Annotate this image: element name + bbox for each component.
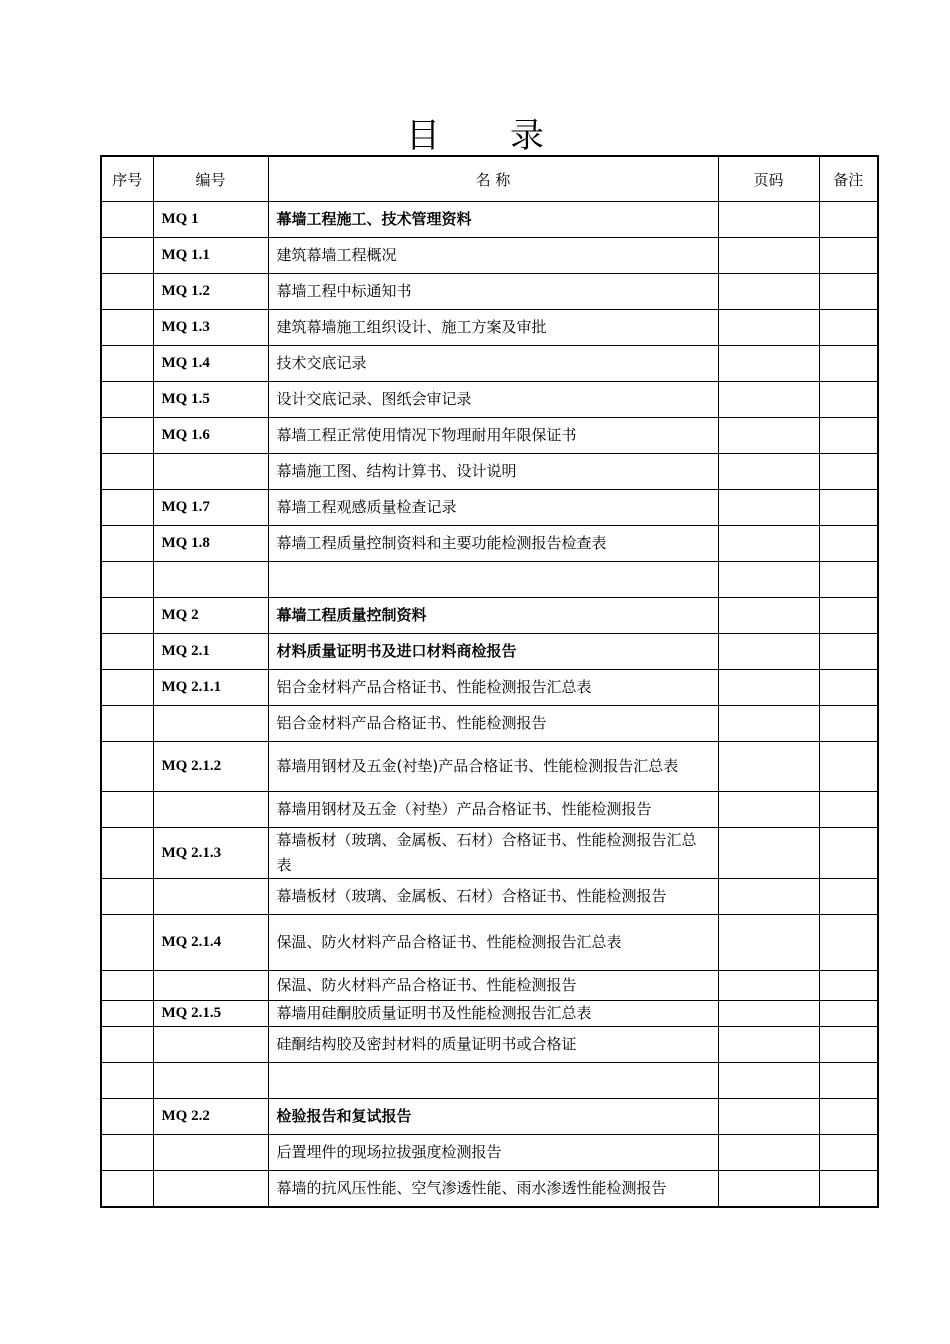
seq-cell: [101, 346, 153, 382]
seq-cell: [101, 879, 153, 915]
name-cell: 幕墙的抗风压性能、空气渗透性能、雨水渗透性能检测报告: [268, 1171, 718, 1208]
table-row: [101, 706, 878, 742]
table-row: [101, 202, 878, 238]
seq-cell: [101, 526, 153, 562]
name-cell: 技术交底记录: [268, 346, 718, 382]
code-cell: MQ 1.1: [153, 238, 268, 274]
seq-cell: [101, 971, 153, 1001]
note-cell: [819, 274, 878, 310]
page-cell: [718, 1099, 819, 1135]
seq-cell: [101, 742, 153, 792]
note-cell: [819, 1063, 878, 1099]
name-cell: [268, 562, 718, 598]
code-cell: [153, 879, 268, 915]
page-cell: [718, 1027, 819, 1063]
code-cell: MQ 2.1: [153, 634, 268, 670]
seq-cell: [101, 1135, 153, 1171]
page-cell: [718, 418, 819, 454]
table-row: [101, 490, 878, 526]
header-page: 页码: [718, 156, 819, 202]
page-cell: [718, 526, 819, 562]
name-cell: 材料质量证明书及进口材料商检报告: [268, 634, 718, 670]
name-cell: 硅酮结构胶及密封材料的质量证明书或合格证: [268, 1027, 718, 1063]
page-cell: [718, 1171, 819, 1208]
seq-cell: [101, 562, 153, 598]
page-cell: [718, 274, 819, 310]
note-cell: [819, 706, 878, 742]
seq-cell: [101, 670, 153, 706]
note-cell: [819, 634, 878, 670]
name-cell: 建筑幕墙工程概况: [268, 238, 718, 274]
seq-cell: [101, 238, 153, 274]
table-row: [101, 418, 878, 454]
name-cell: [268, 1063, 718, 1099]
page-cell: [718, 598, 819, 634]
note-cell: [819, 1027, 878, 1063]
name-cell: 幕墙板材（玻璃、金属板、石材）合格证书、性能检测报告汇总表: [268, 828, 718, 879]
note-cell: [819, 915, 878, 971]
seq-cell: [101, 706, 153, 742]
seq-cell: [101, 310, 153, 346]
code-cell: MQ 1: [153, 202, 268, 238]
note-cell: [819, 792, 878, 828]
name-cell: 设计交底记录、图纸会审记录: [268, 382, 718, 418]
code-cell: MQ 1.4: [153, 346, 268, 382]
name-cell: 幕墙工程质量控制资料和主要功能检测报告检查表: [268, 526, 718, 562]
note-cell: [819, 879, 878, 915]
page-cell: [718, 915, 819, 971]
code-cell: [153, 454, 268, 490]
note-cell: [819, 971, 878, 1001]
table-row: [101, 1171, 878, 1208]
code-cell: MQ 2.1.3: [153, 828, 268, 879]
table-row: [101, 1063, 878, 1099]
note-cell: [819, 562, 878, 598]
table-row: [101, 670, 878, 706]
table-row: [101, 634, 878, 670]
name-cell: 幕墙板材（玻璃、金属板、石材）合格证书、性能检测报告: [268, 879, 718, 915]
code-cell: MQ 2.1.5: [153, 1001, 268, 1027]
seq-cell: [101, 490, 153, 526]
name-cell: 后置埋件的现场拉拔强度检测报告: [268, 1135, 718, 1171]
page-cell: [718, 562, 819, 598]
table-row: [101, 915, 878, 971]
code-cell: MQ 1.5: [153, 382, 268, 418]
name-cell: 幕墙施工图、结构计算书、设计说明: [268, 454, 718, 490]
page-cell: [718, 792, 819, 828]
seq-cell: [101, 274, 153, 310]
page-cell: [718, 1135, 819, 1171]
seq-cell: [101, 454, 153, 490]
table-row: [101, 879, 878, 915]
page-cell: [718, 382, 819, 418]
table-row: [101, 971, 878, 1001]
note-cell: [819, 202, 878, 238]
table-row: [101, 562, 878, 598]
seq-cell: [101, 382, 153, 418]
seq-cell: [101, 634, 153, 670]
note-cell: [819, 346, 878, 382]
header-seq: 序号: [101, 156, 153, 202]
toc-body: [101, 202, 878, 1208]
table-row: [101, 310, 878, 346]
seq-cell: [101, 792, 153, 828]
seq-cell: [101, 1171, 153, 1208]
name-cell: 保温、防火材料产品合格证书、性能检测报告: [268, 971, 718, 1001]
table-row: [101, 1001, 878, 1027]
note-cell: [819, 670, 878, 706]
page-cell: [718, 706, 819, 742]
code-cell: MQ 2.2: [153, 1099, 268, 1135]
table-row: [101, 382, 878, 418]
seq-cell: [101, 598, 153, 634]
page-cell: [718, 310, 819, 346]
note-cell: [819, 1099, 878, 1135]
code-cell: MQ 1.2: [153, 274, 268, 310]
code-cell: [153, 1135, 268, 1171]
note-cell: [819, 238, 878, 274]
page-cell: [718, 490, 819, 526]
table-row: [101, 238, 878, 274]
note-cell: [819, 490, 878, 526]
table-row: [101, 1135, 878, 1171]
code-cell: [153, 1063, 268, 1099]
seq-cell: [101, 915, 153, 971]
code-cell: [153, 706, 268, 742]
code-cell: MQ 1.6: [153, 418, 268, 454]
page-cell: [718, 1063, 819, 1099]
page-cell: [718, 346, 819, 382]
code-cell: [153, 792, 268, 828]
note-cell: [819, 598, 878, 634]
page-cell: [718, 828, 819, 879]
code-cell: MQ 1.8: [153, 526, 268, 562]
note-cell: [819, 742, 878, 792]
page-cell: [718, 742, 819, 792]
seq-cell: [101, 1099, 153, 1135]
page-cell: [718, 202, 819, 238]
note-cell: [819, 382, 878, 418]
name-cell: 检验报告和复试报告: [268, 1099, 718, 1135]
code-cell: MQ 1.3: [153, 310, 268, 346]
header-code: 编号: [153, 156, 268, 202]
table-row: [101, 454, 878, 490]
note-cell: [819, 418, 878, 454]
name-cell: 幕墙工程观感质量检查记录: [268, 490, 718, 526]
page-title: [0, 108, 950, 157]
note-cell: [819, 828, 878, 879]
seq-cell: [101, 202, 153, 238]
table-row: [101, 274, 878, 310]
table-row: [101, 346, 878, 382]
table-row: [101, 828, 878, 879]
seq-cell: [101, 1063, 153, 1099]
name-cell: 保温、防火材料产品合格证书、性能检测报告汇总表: [268, 915, 718, 971]
name-cell: 幕墙工程正常使用情况下物理耐用年限保证书: [268, 418, 718, 454]
title-char-1: 目: [406, 116, 440, 156]
name-cell: 铝合金材料产品合格证书、性能检测报告汇总表: [268, 670, 718, 706]
code-cell: MQ 2.1.1: [153, 670, 268, 706]
header-note: 备注: [819, 156, 878, 202]
page-cell: [718, 634, 819, 670]
code-cell: [153, 1027, 268, 1063]
note-cell: [819, 454, 878, 490]
name-cell: 建筑幕墙施工组织设计、施工方案及审批: [268, 310, 718, 346]
name-cell: 幕墙工程中标通知书: [268, 274, 718, 310]
code-cell: MQ 2.1.4: [153, 915, 268, 971]
name-cell: 幕墙工程施工、技术管理资料: [268, 202, 718, 238]
page-cell: [718, 1001, 819, 1027]
name-cell: 幕墙用钢材及五金(衬垫)产品合格证书、性能检测报告汇总表: [268, 742, 718, 792]
page-cell: [718, 971, 819, 1001]
seq-cell: [101, 1027, 153, 1063]
code-cell: MQ 2.1.2: [153, 742, 268, 792]
header-row: [101, 156, 878, 202]
name-cell: 幕墙工程质量控制资料: [268, 598, 718, 634]
code-cell: [153, 971, 268, 1001]
note-cell: [819, 526, 878, 562]
name-cell: 幕墙用钢材及五金（衬垫）产品合格证书、性能检测报告: [268, 792, 718, 828]
note-cell: [819, 1171, 878, 1208]
note-cell: [819, 1135, 878, 1171]
page-cell: [718, 879, 819, 915]
page-cell: [718, 454, 819, 490]
name-cell: 铝合金材料产品合格证书、性能检测报告: [268, 706, 718, 742]
table-row: [101, 526, 878, 562]
table-row: [101, 792, 878, 828]
code-cell: [153, 562, 268, 598]
code-cell: MQ 2: [153, 598, 268, 634]
seq-cell: [101, 418, 153, 454]
header-name: 名 称: [268, 156, 718, 202]
title-char-2: 录: [510, 116, 544, 156]
page-cell: [718, 238, 819, 274]
table-row: [101, 742, 878, 792]
code-cell: MQ 1.7: [153, 490, 268, 526]
code-cell: [153, 1171, 268, 1208]
note-cell: [819, 1001, 878, 1027]
table-row: [101, 1099, 878, 1135]
toc-table: [100, 155, 879, 1208]
seq-cell: [101, 828, 153, 879]
note-cell: [819, 310, 878, 346]
table-row: [101, 1027, 878, 1063]
seq-cell: [101, 1001, 153, 1027]
page-cell: [718, 670, 819, 706]
table-row: [101, 598, 878, 634]
name-cell: 幕墙用硅酮胶质量证明书及性能检测报告汇总表: [268, 1001, 718, 1027]
